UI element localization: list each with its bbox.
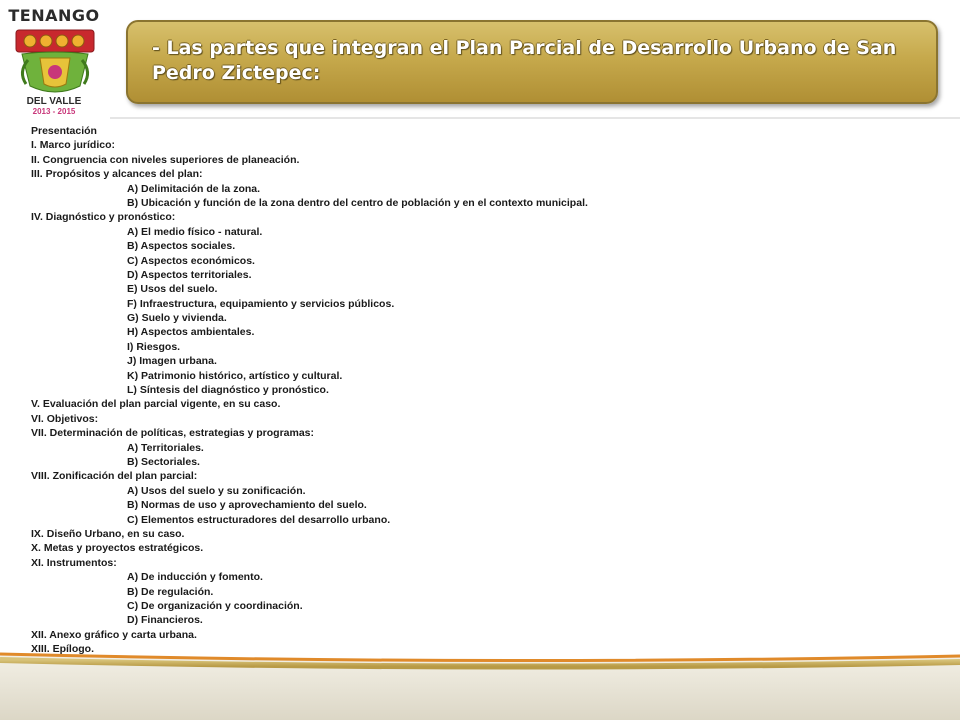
- list-subitem: B) De regulación.: [127, 585, 214, 598]
- list-subitem: B) Aspectos sociales.: [127, 240, 236, 253]
- municipal-logo: [6, 4, 108, 120]
- plan-outline-list: [31, 124, 731, 656]
- header-divider: [110, 117, 960, 119]
- page-title: - Las partes que integran el Plan Parcial de Desarrollo Urbano de San Pedro Zictepec:: [152, 37, 897, 84]
- list-subitem: A) El medio físico - natural.: [127, 225, 263, 238]
- list-item: XIII. Epílogo.: [31, 643, 94, 656]
- list-subitem: B) Sectoriales.: [127, 455, 200, 468]
- list-item: Presentación: [31, 125, 97, 137]
- coat-of-arms-icon: [10, 26, 100, 98]
- logo-years: 2013 - 2015: [32, 107, 76, 116]
- list-subitem: G) Suelo y vivienda.: [127, 312, 227, 325]
- list-subitem: D) Aspectos territoriales.: [127, 268, 252, 281]
- list-subitem: J) Imagen urbana.: [127, 355, 217, 368]
- list-subitem: C) Elementos estructuradores del desarrollo urbano.: [127, 513, 391, 526]
- list-subitem: L) Síntesis del diagnóstico y pronóstico.: [127, 384, 329, 397]
- list-subitem: A) Territoriales.: [127, 441, 204, 454]
- list-item: VII. Determinación de políticas, estrategias y programas:: [31, 427, 315, 440]
- logo-title: TENANGO: [8, 6, 100, 25]
- list-subitem: D) Financieros.: [127, 614, 203, 627]
- list-subitem: I) Riesgos.: [127, 340, 181, 353]
- list-item: XI. Instrumentos:: [31, 556, 117, 569]
- list-item: VIII. Zonificación del plan parcial:: [31, 470, 198, 483]
- list-subitem: A) De inducción y fomento.: [127, 571, 263, 584]
- list-subitem: F) Infraestructura, equipamiento y servicios públicos.: [127, 297, 395, 310]
- list-item: X. Metas y proyectos estratégicos.: [31, 542, 204, 555]
- list-subitem: H) Aspectos ambientales.: [127, 326, 255, 339]
- logo-subtitle: DEL VALLE: [26, 96, 82, 107]
- list-item: IX. Diseño Urbano, en su caso.: [31, 527, 185, 540]
- list-subitem: B) Normas de uso y aprovechamiento del suelo.: [127, 499, 367, 512]
- list-item: I. Marco jurídico:: [31, 139, 116, 152]
- list-item: IV. Diagnóstico y pronóstico:: [31, 211, 176, 224]
- list-subitem: C) Aspectos económicos.: [127, 254, 255, 267]
- list-item: VI. Objetivos:: [31, 412, 99, 425]
- list-item: XII. Anexo gráfico y carta urbana.: [31, 628, 197, 641]
- list-subitem: A) Delimitación de la zona.: [127, 182, 261, 195]
- list-subitem: A) Usos del suelo y su zonificación.: [127, 484, 306, 497]
- title-banner: [126, 20, 938, 104]
- list-subitem: K) Patrimonio histórico, artístico y cultural.: [127, 369, 343, 382]
- list-item: II. Congruencia con niveles superiores de planeación.: [31, 153, 300, 166]
- list-subitem: C) De organización y coordinación.: [127, 599, 303, 612]
- list-subitem: E) Usos del suelo.: [127, 283, 218, 296]
- list-item: V. Evaluación del plan parcial vigente, en su caso.: [31, 398, 281, 411]
- list-item: III. Propósitos y alcances del plan:: [31, 168, 203, 181]
- footer-decoration: [0, 648, 960, 720]
- list-subitem: B) Ubicación y función de la zona dentro del centro de población y en el contexto municipal.: [127, 196, 588, 209]
